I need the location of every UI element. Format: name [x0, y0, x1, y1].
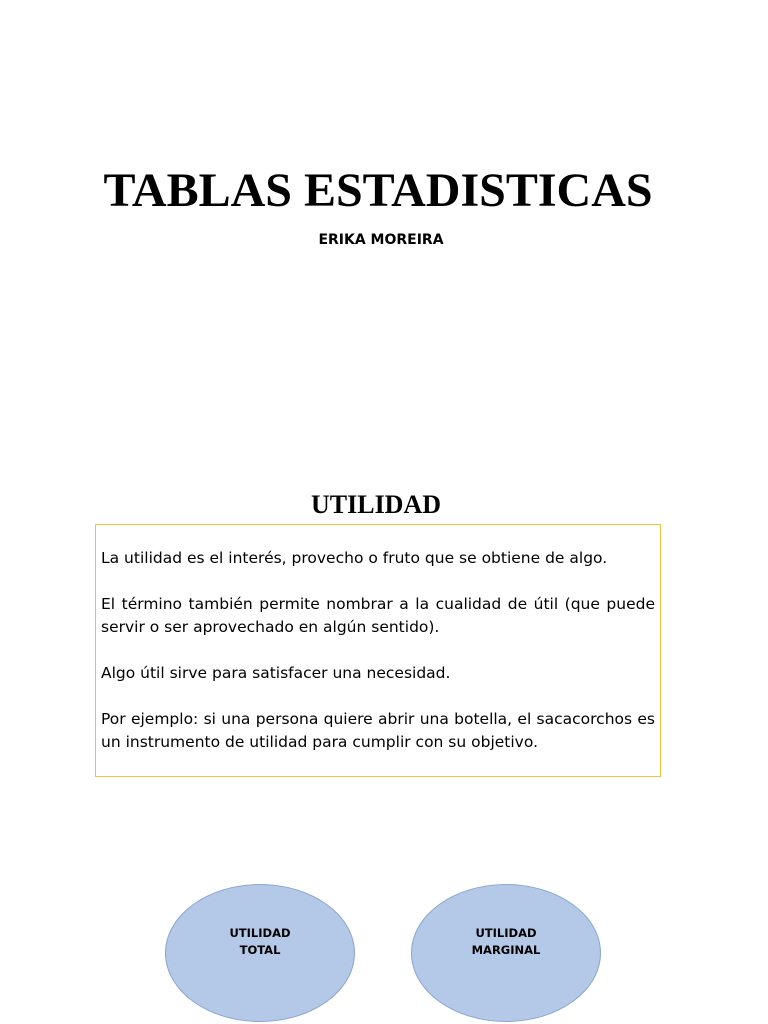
definition-paragraph: La utilidad es el interés, provecho o fruto que se obtiene de algo.	[101, 549, 608, 567]
definition-box	[95, 524, 661, 777]
section-title: UTILIDAD	[310, 490, 442, 519]
definition-paragraph: Por ejemplo: si una persona quiere abrir una botella, el sacacorchos es un instrumento de utilidad para cumplir con su objetivo.	[101, 710, 655, 751]
utilidad-total-oval	[165, 884, 355, 1022]
oval-label: UTILIDAD TOTAL	[229, 926, 291, 957]
definition-paragraph: El término también permite nombrar a la cualidad de útil (que puede servir o ser aprovechado en algún sentido).	[101, 595, 655, 636]
oval-label: UTILIDAD MARGINAL	[471, 926, 541, 957]
definition-paragraph: Algo útil sirve para satisfacer una necesidad.	[101, 664, 451, 682]
page-title: TABLAS ESTADISTICAS	[103, 164, 653, 217]
author-name: ERIKA MOREIRA	[318, 232, 444, 248]
utilidad-marginal-oval	[411, 884, 601, 1022]
